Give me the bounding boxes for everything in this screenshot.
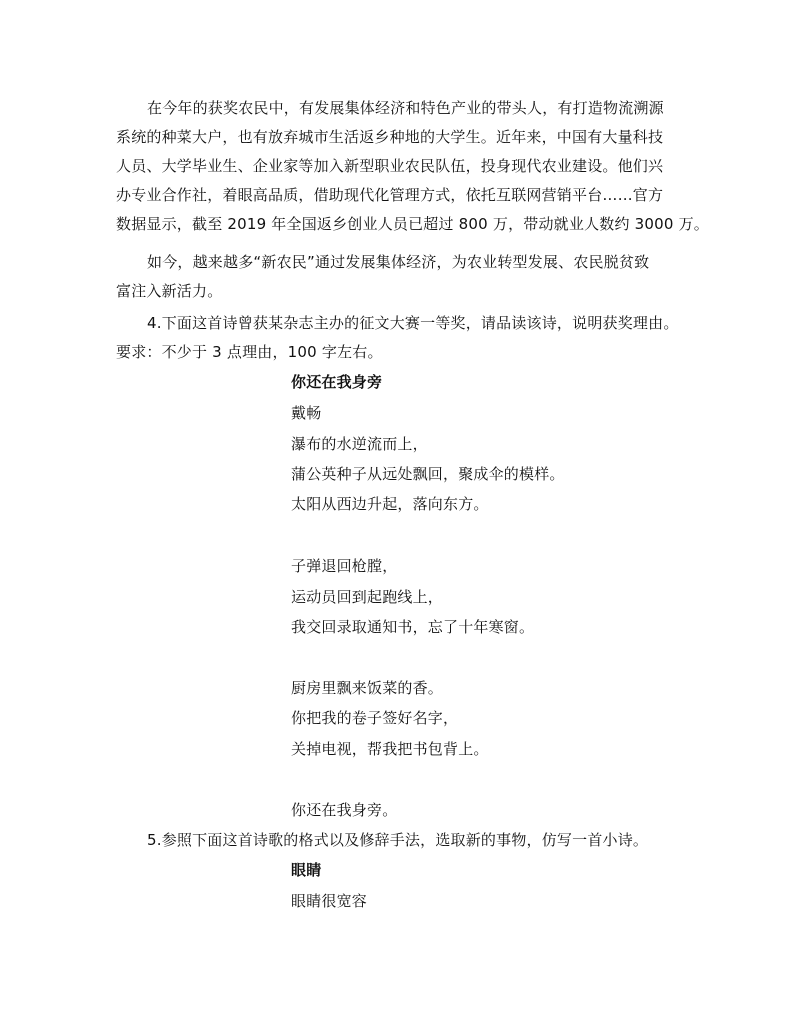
poem2-line-1: 眼睛很宽容: [291, 892, 368, 910]
poem-stanza2-line-2: 运动员回到起跑线上，: [291, 588, 444, 606]
passage-para1-line-1: 在今年的获奖农民中，有发展集体经济和特色产业的带头人，有打造物流溯源: [147, 99, 664, 117]
passage-para1-line-5: 数据显示，截至 2019 年全国返乡创业人员已超过 800 万，带动就业人数约 3000 万。: [116, 215, 709, 233]
question-5-line: 5.参照下面这首诗歌的格式以及修辞手法，选取新的事物，仿写一首小诗。: [147, 831, 649, 849]
poem-stanza1-line-2: 蒲公英种子从远处飘回，聚成伞的模样。: [291, 465, 565, 483]
passage-para2-line-2: 富注入新活力。: [116, 282, 223, 300]
poem-stanza3-line-1: 厨房里飘来饭菜的香。: [291, 679, 444, 697]
question-4-line-1: 4.下面这首诗曾获某杂志主办的征文大赛一等奖，请品读该诗，说明获奖理由。: [147, 314, 679, 332]
question-4-line-2: 要求：不少于 3 点理由，100 字左右。: [116, 343, 383, 361]
poem2-title: 眼睛: [291, 861, 322, 879]
passage-para2-line-1: 如今，越来越多“新农民”通过发展集体经济，为农业转型发展、农民脱贫致: [147, 253, 650, 271]
poem-stanza3-line-3: 关掉电视，帮我把书包背上。: [291, 740, 489, 758]
poem-stanza1-line-1: 瀑布的水逆流而上，: [291, 435, 428, 453]
passage-para1-line-4: 办专业合作社，着眼高品质，借助现代化管理方式，依托互联网营销平台……官方: [116, 186, 664, 204]
poem-stanza2-line-3: 我交回录取通知书，忘了十年寒窗。: [291, 618, 535, 636]
poem-author: 戴畅: [291, 404, 322, 422]
passage-para1-line-3: 人员、大学毕业生、企业家等加入新型职业农民队伍，投身现代农业建设。他们兴: [116, 157, 664, 175]
poem-stanza3-line-2: 你把我的卷子签好名字，: [291, 709, 459, 727]
poem-title: 你还在我身旁: [291, 373, 383, 391]
poem-stanza4-line-1: 你还在我身旁。: [291, 801, 398, 819]
passage-para1-line-2: 系统的种菜大户，也有放弃城市生活返乡种地的大学生。近年来，中国有大量科技: [116, 128, 664, 146]
poem-stanza2-line-1: 子弹退回枪膛，: [291, 557, 398, 575]
poem-stanza1-line-3: 太阳从西边升起，落向东方。: [291, 495, 489, 513]
